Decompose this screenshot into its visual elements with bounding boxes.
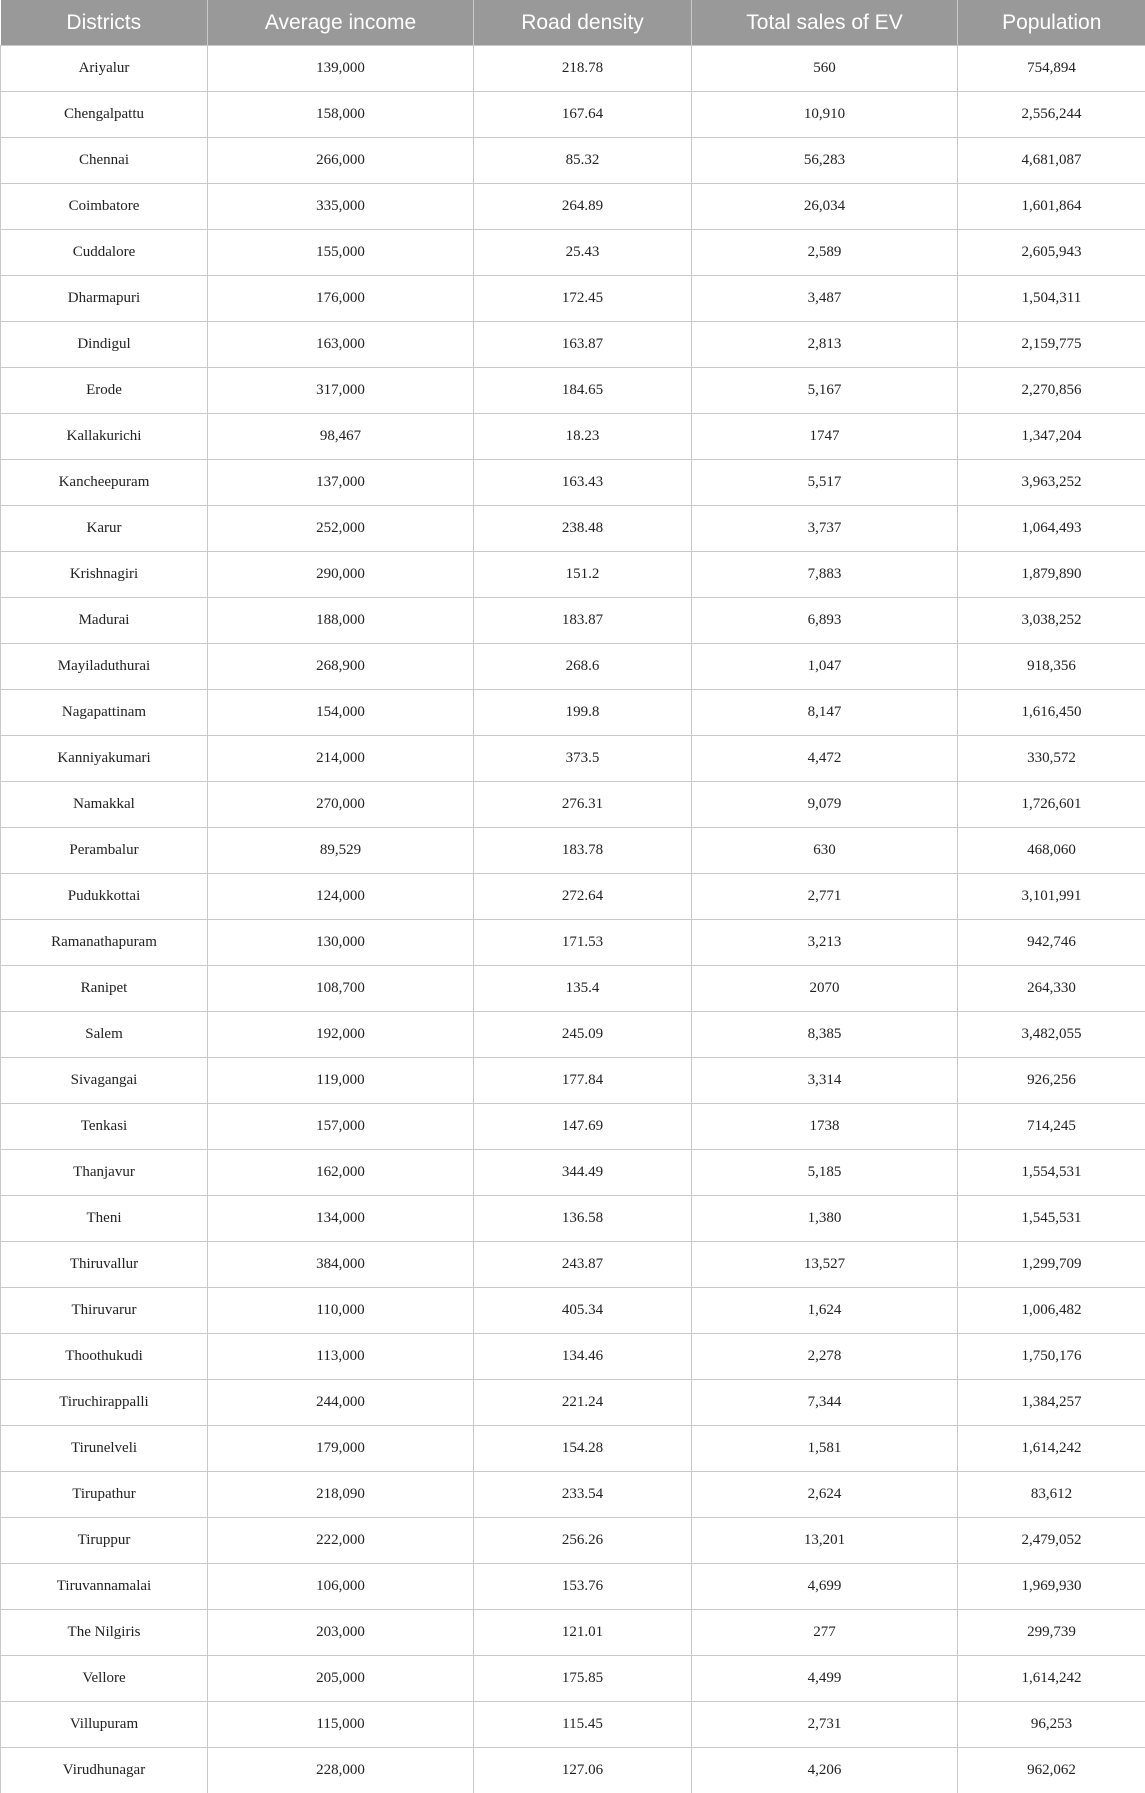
road-density-cell: 245.09	[474, 1012, 692, 1058]
table-row	[1, 736, 1145, 782]
road-density-cell: 167.64	[474, 92, 692, 138]
average-income-cell: 270,000	[208, 782, 474, 828]
district-cell: Madurai	[1, 598, 208, 644]
table-row	[1, 1058, 1145, 1104]
population-cell: 2,159,775	[958, 322, 1145, 368]
average-income-cell: 98,467	[208, 414, 474, 460]
table-row	[1, 506, 1145, 552]
average-income-cell: 205,000	[208, 1656, 474, 1702]
district-cell: Tiruchirappalli	[1, 1380, 208, 1426]
road-density-cell: 163.87	[474, 322, 692, 368]
road-density-cell: 151.2	[474, 552, 692, 598]
table-row	[1, 598, 1145, 644]
road-density-cell: 153.76	[474, 1564, 692, 1610]
road-density-cell: 172.45	[474, 276, 692, 322]
average-income-cell: 157,000	[208, 1104, 474, 1150]
ev-sales-cell: 7,883	[692, 552, 958, 598]
district-cell: Kancheepuram	[1, 460, 208, 506]
ev-sales-cell: 3,737	[692, 506, 958, 552]
ev-sales-cell: 4,699	[692, 1564, 958, 1610]
average-income-cell: 252,000	[208, 506, 474, 552]
table-row	[1, 1518, 1145, 1564]
road-density-cell: 184.65	[474, 368, 692, 414]
population-cell: 3,038,252	[958, 598, 1145, 644]
road-density-cell: 177.84	[474, 1058, 692, 1104]
road-density-cell: 183.78	[474, 828, 692, 874]
population-cell: 3,963,252	[958, 460, 1145, 506]
population-cell: 962,062	[958, 1748, 1145, 1793]
table-row	[1, 1380, 1145, 1426]
population-cell: 1,545,531	[958, 1196, 1145, 1242]
population-cell: 2,556,244	[958, 92, 1145, 138]
ev-sales-cell: 1738	[692, 1104, 958, 1150]
table-row	[1, 690, 1145, 736]
average-income-cell: 214,000	[208, 736, 474, 782]
table-row	[1, 1334, 1145, 1380]
district-cell: Thoothukudi	[1, 1334, 208, 1380]
ev-sales-cell: 1,581	[692, 1426, 958, 1472]
road-density-cell: 175.85	[474, 1656, 692, 1702]
average-income-cell: 119,000	[208, 1058, 474, 1104]
ev-sales-cell: 4,499	[692, 1656, 958, 1702]
ev-sales-cell: 3,487	[692, 276, 958, 322]
ev-sales-cell: 1,047	[692, 644, 958, 690]
road-density-cell: 276.31	[474, 782, 692, 828]
table-row	[1, 322, 1145, 368]
average-income-cell: 139,000	[208, 46, 474, 92]
ev-sales-cell: 2,278	[692, 1334, 958, 1380]
district-cell: Chennai	[1, 138, 208, 184]
table-row	[1, 644, 1145, 690]
district-cell: Theni	[1, 1196, 208, 1242]
average-income-cell: 113,000	[208, 1334, 474, 1380]
population-cell: 3,101,991	[958, 874, 1145, 920]
population-cell: 926,256	[958, 1058, 1145, 1104]
average-income-cell: 137,000	[208, 460, 474, 506]
average-income-cell: 290,000	[208, 552, 474, 598]
population-cell: 330,572	[958, 736, 1145, 782]
road-density-cell: 405.34	[474, 1288, 692, 1334]
ev-sales-cell: 2,813	[692, 322, 958, 368]
road-density-cell: 134.46	[474, 1334, 692, 1380]
district-cell: Ariyalur	[1, 46, 208, 92]
road-density-cell: 344.49	[474, 1150, 692, 1196]
population-cell: 96,253	[958, 1702, 1145, 1748]
table-row	[1, 1472, 1145, 1518]
table-row	[1, 966, 1145, 1012]
population-cell: 1,969,930	[958, 1564, 1145, 1610]
ev-sales-cell: 5,167	[692, 368, 958, 414]
ev-sales-cell: 7,344	[692, 1380, 958, 1426]
table-row	[1, 92, 1145, 138]
average-income-cell: 176,000	[208, 276, 474, 322]
ev-sales-cell: 560	[692, 46, 958, 92]
ev-sales-cell: 9,079	[692, 782, 958, 828]
population-cell: 3,482,055	[958, 1012, 1145, 1058]
column-header-population[interactable]: Population	[958, 0, 1145, 46]
header-row	[1, 0, 1145, 46]
road-density-cell: 115.45	[474, 1702, 692, 1748]
table-row	[1, 138, 1145, 184]
population-cell: 1,384,257	[958, 1380, 1145, 1426]
district-cell: Pudukkottai	[1, 874, 208, 920]
table-row	[1, 552, 1145, 598]
table-row	[1, 368, 1145, 414]
district-cell: Krishnagiri	[1, 552, 208, 598]
table-row	[1, 1426, 1145, 1472]
table-row	[1, 1150, 1145, 1196]
ev-sales-cell: 3,314	[692, 1058, 958, 1104]
population-cell: 1,006,482	[958, 1288, 1145, 1334]
ev-sales-cell: 2,624	[692, 1472, 958, 1518]
table-row	[1, 1012, 1145, 1058]
population-cell: 2,270,856	[958, 368, 1145, 414]
road-density-cell: 147.69	[474, 1104, 692, 1150]
table-row	[1, 1748, 1145, 1793]
ev-sales-cell: 13,201	[692, 1518, 958, 1564]
road-density-cell: 25.43	[474, 230, 692, 276]
table-row	[1, 1656, 1145, 1702]
average-income-cell: 134,000	[208, 1196, 474, 1242]
road-density-cell: 154.28	[474, 1426, 692, 1472]
road-density-cell: 233.54	[474, 1472, 692, 1518]
population-cell: 1,726,601	[958, 782, 1145, 828]
ev-sales-cell: 3,213	[692, 920, 958, 966]
population-cell: 1,614,242	[958, 1426, 1145, 1472]
district-cell: Dindigul	[1, 322, 208, 368]
road-density-cell: 127.06	[474, 1748, 692, 1793]
average-income-cell: 179,000	[208, 1426, 474, 1472]
average-income-cell: 218,090	[208, 1472, 474, 1518]
road-density-cell: 135.4	[474, 966, 692, 1012]
road-density-cell: 272.64	[474, 874, 692, 920]
ev-sales-cell: 5,185	[692, 1150, 958, 1196]
road-density-cell: 136.58	[474, 1196, 692, 1242]
road-density-cell: 373.5	[474, 736, 692, 782]
average-income-cell: 108,700	[208, 966, 474, 1012]
district-cell: Thanjavur	[1, 1150, 208, 1196]
table-row	[1, 1702, 1145, 1748]
district-cell: Chengalpattu	[1, 92, 208, 138]
table-row	[1, 874, 1145, 920]
average-income-cell: 106,000	[208, 1564, 474, 1610]
ev-sales-cell: 1,624	[692, 1288, 958, 1334]
population-cell: 1,616,450	[958, 690, 1145, 736]
road-density-cell: 218.78	[474, 46, 692, 92]
average-income-cell: 158,000	[208, 92, 474, 138]
district-cell: Coimbatore	[1, 184, 208, 230]
road-density-cell: 268.6	[474, 644, 692, 690]
population-cell: 83,612	[958, 1472, 1145, 1518]
population-cell: 754,894	[958, 46, 1145, 92]
district-cell: Tiruppur	[1, 1518, 208, 1564]
table-row	[1, 1196, 1145, 1242]
ev-sales-cell: 4,472	[692, 736, 958, 782]
population-cell: 1,347,204	[958, 414, 1145, 460]
ev-sales-cell: 1,380	[692, 1196, 958, 1242]
ev-sales-cell: 2070	[692, 966, 958, 1012]
table-row	[1, 1610, 1145, 1656]
road-density-cell: 163.43	[474, 460, 692, 506]
population-cell: 1,554,531	[958, 1150, 1145, 1196]
district-cell: Dharmapuri	[1, 276, 208, 322]
district-cell: Tirunelveli	[1, 1426, 208, 1472]
ev-sales-cell: 10,910	[692, 92, 958, 138]
average-income-cell: 162,000	[208, 1150, 474, 1196]
population-cell: 1,504,311	[958, 276, 1145, 322]
average-income-cell: 244,000	[208, 1380, 474, 1426]
average-income-cell: 115,000	[208, 1702, 474, 1748]
table-row	[1, 1242, 1145, 1288]
road-density-cell: 243.87	[474, 1242, 692, 1288]
ev-sales-cell: 8,147	[692, 690, 958, 736]
population-cell: 918,356	[958, 644, 1145, 690]
average-income-cell: 155,000	[208, 230, 474, 276]
district-cell: Tiruvannamalai	[1, 1564, 208, 1610]
ev-sales-cell: 2,731	[692, 1702, 958, 1748]
district-cell: Erode	[1, 368, 208, 414]
population-cell: 1,064,493	[958, 506, 1145, 552]
ev-sales-cell: 2,589	[692, 230, 958, 276]
ev-sales-cell: 13,527	[692, 1242, 958, 1288]
average-income-cell: 130,000	[208, 920, 474, 966]
population-cell: 264,330	[958, 966, 1145, 1012]
district-cell: Ramanathapuram	[1, 920, 208, 966]
column-header-road-density[interactable]: Road density	[474, 0, 692, 46]
population-cell: 1,614,242	[958, 1656, 1145, 1702]
population-cell: 2,605,943	[958, 230, 1145, 276]
average-income-cell: 228,000	[208, 1748, 474, 1793]
average-income-cell: 203,000	[208, 1610, 474, 1656]
population-cell: 1,750,176	[958, 1334, 1145, 1380]
ev-sales-cell: 8,385	[692, 1012, 958, 1058]
district-cell: Tenkasi	[1, 1104, 208, 1150]
district-cell: Karur	[1, 506, 208, 552]
average-income-cell: 192,000	[208, 1012, 474, 1058]
column-header-total-sales-ev[interactable]: Total sales of EV	[692, 0, 958, 46]
population-cell: 942,746	[958, 920, 1145, 966]
average-income-cell: 384,000	[208, 1242, 474, 1288]
population-cell: 714,245	[958, 1104, 1145, 1150]
table-row	[1, 184, 1145, 230]
road-density-cell: 238.48	[474, 506, 692, 552]
table-row	[1, 46, 1145, 92]
road-density-cell: 221.24	[474, 1380, 692, 1426]
district-cell: Vellore	[1, 1656, 208, 1702]
district-cell: Mayiladuthurai	[1, 644, 208, 690]
ev-sales-cell: 277	[692, 1610, 958, 1656]
road-density-cell: 256.26	[474, 1518, 692, 1564]
ev-sales-cell: 6,893	[692, 598, 958, 644]
average-income-cell: 154,000	[208, 690, 474, 736]
table-row	[1, 414, 1145, 460]
ev-sales-cell: 26,034	[692, 184, 958, 230]
average-income-cell: 335,000	[208, 184, 474, 230]
table-row	[1, 460, 1145, 506]
table-row	[1, 828, 1145, 874]
average-income-cell: 110,000	[208, 1288, 474, 1334]
district-cell: Thiruvallur	[1, 1242, 208, 1288]
ev-sales-cell: 1747	[692, 414, 958, 460]
table-body	[1, 46, 1145, 1793]
road-density-cell: 85.32	[474, 138, 692, 184]
road-density-cell: 199.8	[474, 690, 692, 736]
average-income-cell: 266,000	[208, 138, 474, 184]
district-cell: Thiruvarur	[1, 1288, 208, 1334]
ev-sales-cell: 5,517	[692, 460, 958, 506]
district-cell: Kanniyakumari	[1, 736, 208, 782]
average-income-cell: 89,529	[208, 828, 474, 874]
district-cell: Nagapattinam	[1, 690, 208, 736]
district-cell: Kallakurichi	[1, 414, 208, 460]
district-cell: Perambalur	[1, 828, 208, 874]
average-income-cell: 268,900	[208, 644, 474, 690]
average-income-cell: 317,000	[208, 368, 474, 414]
population-cell: 2,479,052	[958, 1518, 1145, 1564]
average-income-cell: 222,000	[208, 1518, 474, 1564]
table-row	[1, 782, 1145, 828]
average-income-cell: 188,000	[208, 598, 474, 644]
table-header	[1, 0, 1145, 46]
column-header-average-income[interactable]: Average income	[208, 0, 474, 46]
population-cell: 4,681,087	[958, 138, 1145, 184]
ev-sales-cell: 2,771	[692, 874, 958, 920]
ev-sales-cell: 56,283	[692, 138, 958, 184]
table-row	[1, 230, 1145, 276]
road-density-cell: 171.53	[474, 920, 692, 966]
district-cell: Virudhunagar	[1, 1748, 208, 1793]
district-cell: Cuddalore	[1, 230, 208, 276]
table-row	[1, 276, 1145, 322]
population-cell: 1,879,890	[958, 552, 1145, 598]
table-row	[1, 920, 1145, 966]
column-header-districts[interactable]: Districts	[1, 0, 208, 46]
district-cell: Sivagangai	[1, 1058, 208, 1104]
population-cell: 299,739	[958, 1610, 1145, 1656]
ev-sales-cell: 630	[692, 828, 958, 874]
road-density-cell: 121.01	[474, 1610, 692, 1656]
district-cell: Salem	[1, 1012, 208, 1058]
district-cell: Tirupathur	[1, 1472, 208, 1518]
road-density-cell: 264.89	[474, 184, 692, 230]
average-income-cell: 163,000	[208, 322, 474, 368]
population-cell: 1,299,709	[958, 1242, 1145, 1288]
average-income-cell: 124,000	[208, 874, 474, 920]
district-cell: Namakkal	[1, 782, 208, 828]
district-cell: Villupuram	[1, 1702, 208, 1748]
table-row	[1, 1104, 1145, 1150]
population-cell: 1,601,864	[958, 184, 1145, 230]
district-cell: The Nilgiris	[1, 1610, 208, 1656]
ev-sales-cell: 4,206	[692, 1748, 958, 1793]
road-density-cell: 183.87	[474, 598, 692, 644]
population-cell: 468,060	[958, 828, 1145, 874]
district-cell: Ranipet	[1, 966, 208, 1012]
table-row	[1, 1288, 1145, 1334]
road-density-cell: 18.23	[474, 414, 692, 460]
table-row	[1, 1564, 1145, 1610]
